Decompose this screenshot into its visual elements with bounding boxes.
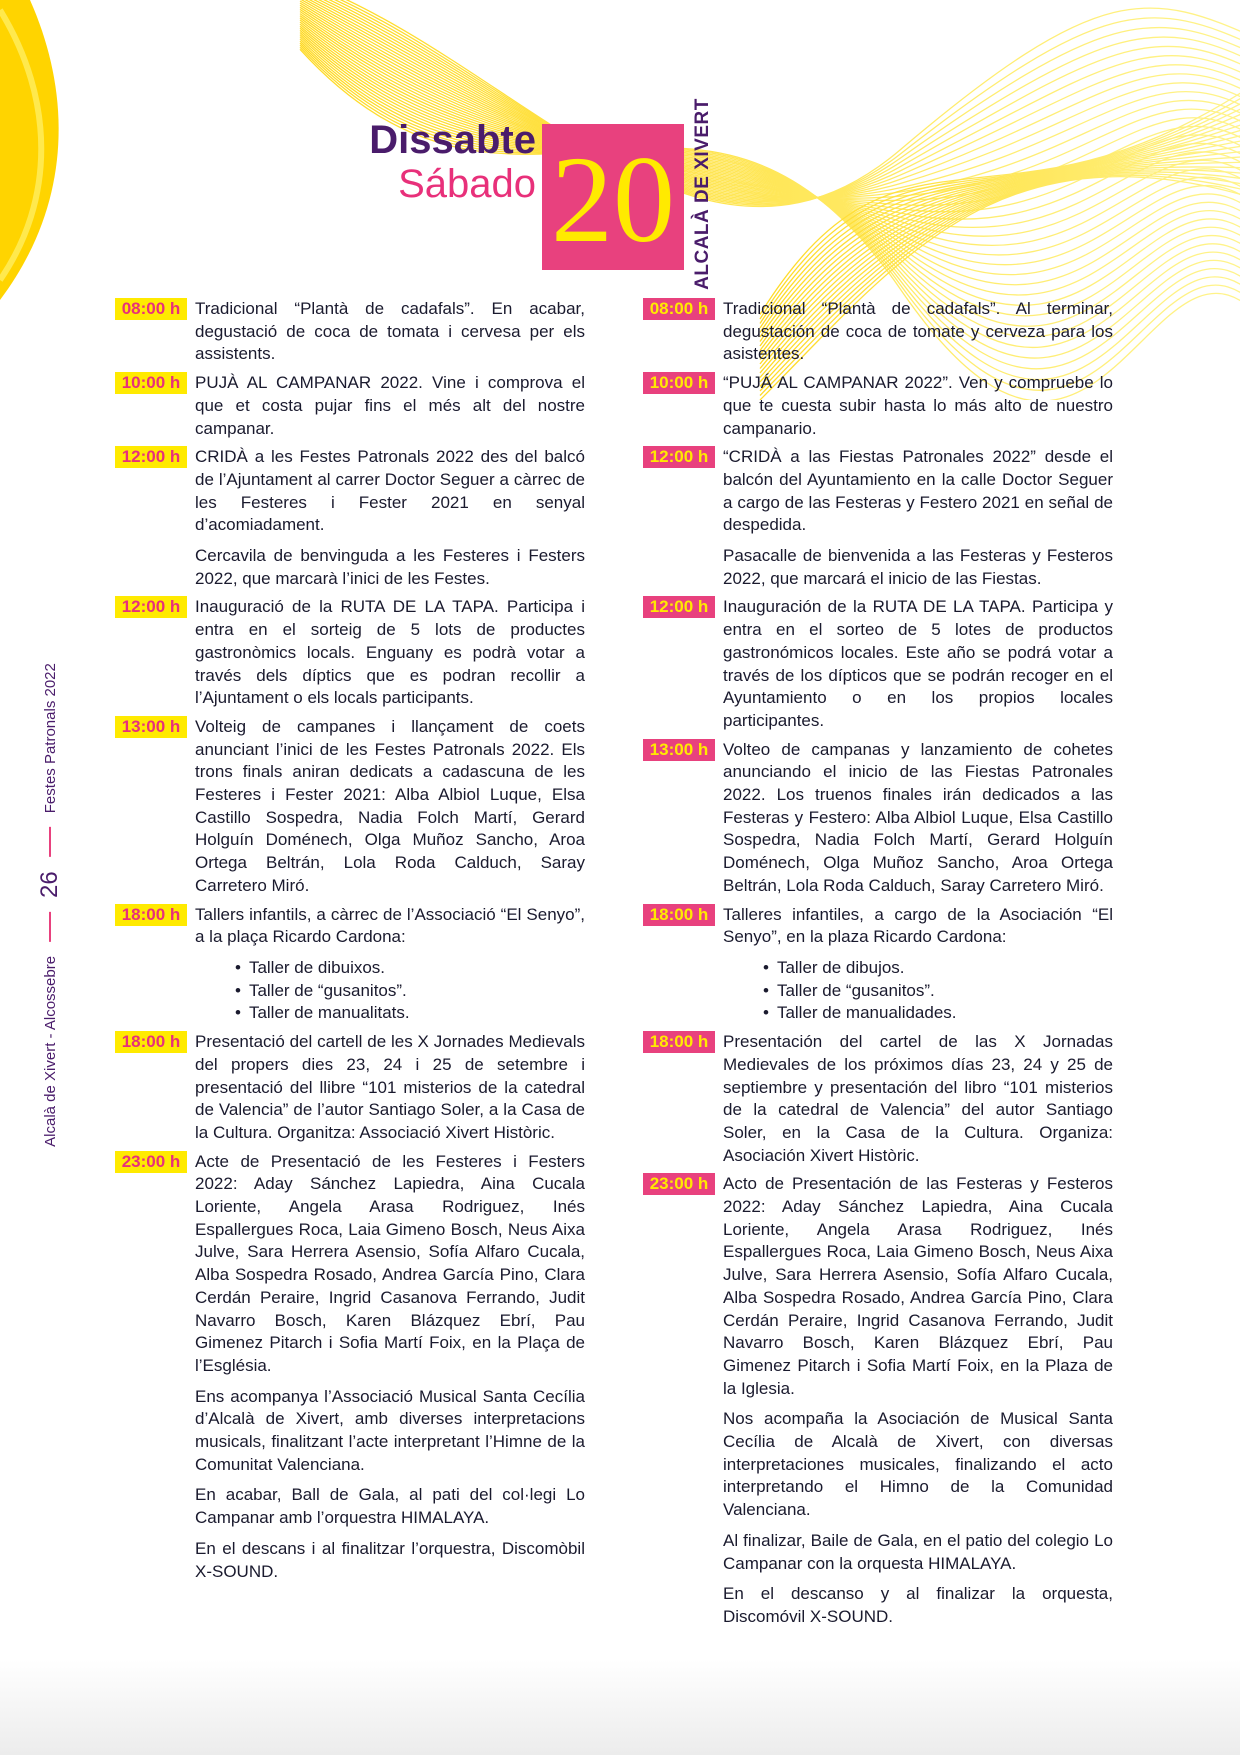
list-item: • Taller de manualitats. [235,1002,585,1025]
time-badge: 12:00 h [643,596,715,618]
town-name: ALCALÀ DE XIVERT [692,98,713,290]
sidebar-town: Alcalà de Xivert - Alcossebre [41,955,59,1147]
entry-paragraph: Nos acompaña la Asociación de Musical Santa Cecília de Alcalà de Xivert, con diversas interpretaciones musicales, finalizando el acto interpretando el Himno de la Comunidad Valenciana. [723,1409,1113,1520]
entry-paragraph: En el descanso y al finalizar la orquesta, Discomóvil X-SOUND. [723,1584,1113,1626]
entry-description [723,596,1113,732]
entry-paragraph: PUJÀ AL CAMPANAR 2022. Vine i comprova el que et costa pujar fins el més alt del nostre campanar. [195,373,585,438]
list-item: • Taller de “gusanitos”. [763,980,1113,1003]
schedule-entry [115,446,585,590]
day-name-spanish: Sábado [398,162,536,206]
entry-description [723,298,1113,366]
entry-description [195,904,585,1026]
schedule-entry [115,1031,585,1145]
entry-description [195,596,585,710]
date-badge [542,124,684,270]
entry-description [723,372,1113,440]
schedule-entry [643,298,1113,366]
list-item: • Taller de manualidades. [763,1002,1113,1025]
schedule-entry [115,372,585,440]
entry-paragraph: Pasacalle de bienvenida a las Festeras y Festeros 2022, que marcará el inicio de las Fiestas. [723,546,1113,588]
entry-description [723,739,1113,898]
schedule-entry [643,1031,1113,1167]
entry-description [195,446,585,590]
time-badge: 12:00 h [643,446,715,468]
entry-paragraph: En el descans i al finalitzar l’orquestra, Discomòbil X-SOUND. [195,1538,585,1581]
entry-paragraph: CRIDÀ a les Festes Patronals 2022 des del balcó de l’Ajuntament al carrer Doctor Seguer a càrrec de les Festeres i Fester 2021 en senyal d’acomiadament. [195,447,585,535]
entry-paragraph: Tallers infantils, a càrrec de l’Associació “El Senyo”, a la plaça Ricardo Cardona: [195,904,585,947]
entry-paragraph: Volteig de campanes i llançament de coets anunciant l’inici de les Festes Patronals 2022. Els trons finals aniran dedicats a cadascuna de les Festeres i Fester 2021: Alba Albiol Luque, Elsa Castillo Sospedra, Nadia Folch Martí, Gerard Holguín Doménech, Olga Muñoz Sancho, Aroa Ortega Beltrán, Lola Roda Calduch, Saray Carretero Miró. [195,716,585,895]
day-heading [369,118,536,206]
sidebar-festival: Festes Patronals 2022 [41,663,59,814]
entry-description [723,1173,1113,1628]
entry-paragraph: Acto de Presentación de las Festeras y Festeros 2022: Aday Sánchez Lapiedra, Aina Cucala Loriente, Angela Arasa Rodriguez, Inés Espallergues Roca, Laia Gimeno Bosch, Neus Aixa Julve, Sara Herrera Asensio, Sofía Alfaro Cucala, Alba Sospedra Rosado, Andrea García Pino, Clara Cerdán Peraire, Ingrid Casanova Ferrando, Judit Navarro Bosch, Karen Blázquez Ebrí, Pau Gimenez Pitarch i Sofia Martí Foix, en la Plaza de la Iglesia. [723,1174,1113,1398]
entry-paragraph: Presentació del cartell de les X Jornades Medievals del propers dies 23, 24 i 25 de setembre i presentació del llibre “101 misterios de la catedral de Valencia” de l’autor Santiago Soler, a la Casa de la Cultura. Organitza: Associació Xivert Històric. [195,1032,585,1142]
entry-description [723,446,1113,590]
day-name-catalan: Dissabte [369,118,536,162]
entry-paragraph: Cercavila de benvinguda a les Festeres i Festers 2022, que marcarà l’inici de les Festes. [195,546,585,588]
schedule-entry [643,596,1113,732]
time-badge: 18:00 h [643,904,715,926]
entry-paragraph: Talleres infantiles, a cargo de la Asociación “El Senyo”, en la plaza Ricardo Cardona: [723,904,1113,947]
time-badge: 13:00 h [643,739,715,761]
time-badge: 23:00 h [115,1151,187,1173]
entry-description [195,372,585,440]
divider [49,827,51,857]
schedule-entry [643,372,1113,440]
entry-paragraph: Inauguración de la RUTA DE LA TAPA. Participa y entra en el sorteo de 5 lotes de productos gastronómicos locales. Este año se podrá votar a través de los dípticos que se podrán recoger en el Ayuntamiento o en los propios locales participantes. [723,597,1113,730]
page-number: 26 [36,871,63,898]
entry-description [195,298,585,366]
entry-paragraph: “CRIDÀ a las Fiestas Patronales 2022” desde el balcón del Ayuntamiento en la calle Doctor Seguer a cargo de las Festeras y Festero 2021 en señal de despedida. [723,447,1113,535]
entry-paragraph: “PUJÁ AL CAMPANAR 2022”. Ven y compruebe lo que te cuesta subir hasta lo más alto de nuestro campanario. [723,373,1113,438]
list-item: • Taller de “gusanitos”. [235,980,585,1003]
schedule-entry [643,446,1113,590]
time-badge: 08:00 h [643,298,715,320]
entry-paragraph: En acabar, Ball de Gala, al pati del col·legi Lo Campanar amb l’orquestra HIMALAYA. [195,1485,585,1528]
entry-paragraph: Inauguració de la RUTA DE LA TAPA. Participa i entra en el sorteig de 5 lots de productes gastronòmics locals. Enguany es podrà votar a través dels díptics que es podran recollir a l’Ajuntament o els locals participants. [195,597,585,708]
time-badge: 08:00 h [115,298,187,320]
time-badge: 23:00 h [643,1173,715,1195]
entry-paragraph: Acte de Presentació de les Festeres i Festers 2022: Aday Sánchez Lapiedra, Aina Cucala Loriente, Angela Arasa Rodriguez, Inés Espallergues Roca, Laia Gimeno Bosch, Neus Aixa Julve, Sara Herrera Asensio, Sofía Alfaro Cucala, Alba Sospedra Rosado, Andrea García Pino, Clara Cerdán Peraire, Ingrid Casanova Ferrando, Judit Navarro Bosch, Karen Blázquez Ebrí, Pau Gimenez Pitarch i Sofia Martí Foix, en la Plaça de l’Església. [195,1151,585,1375]
schedule-entry [643,1173,1113,1628]
entry-description [195,1151,585,1584]
entry-paragraph: Al finalizar, Baile de Gala, en el patio del colegio Lo Campanar con la orquesta HIMALAYA. [723,1530,1113,1573]
time-badge: 18:00 h [643,1031,715,1053]
time-badge: 13:00 h [115,716,187,738]
page-sidebar [30,663,70,1147]
workshop-list [195,957,585,1025]
entry-paragraph: Tradicional “Plantà de cadafals”. Al terminar, degustación de coca de tomate y cerveza para los asistentes. [723,299,1113,364]
entry-description [723,904,1113,1026]
time-badge: 10:00 h [643,372,715,394]
time-badge: 12:00 h [115,596,187,618]
time-badge: 10:00 h [115,372,187,394]
date-number: 20 [551,131,675,268]
time-badge: 18:00 h [115,1031,187,1053]
page-bottom-shadow [0,1660,1240,1755]
list-item: • Taller de dibuixos. [235,957,585,980]
entry-paragraph: Volteo de campanas y lanzamiento de cohetes anunciando el inicio de las Fiestas Patronales 2022. Los truenos finales irán dedicados a las Festeras y Festero: Alba Albiol Luque, Elsa Castillo Sospedra, Nadia Folch Martí, Gerard Holguín Doménech, Olga Muñoz Sancho, Aroa Ortega Beltrán, Lola Roda Calduch, Saray Carretero Miró. [723,739,1113,895]
schedule-entry [115,904,585,1026]
workshop-list [723,957,1113,1025]
entry-description [195,1031,585,1145]
schedule-entry [115,716,585,898]
time-badge: 12:00 h [115,446,187,468]
entry-paragraph: Tradicional “Plantà de cadafals”. En acabar, degustació de coca de tomata i cervesa per els assistents. [195,299,585,364]
schedule-entry [115,596,585,710]
town-vertical-label [688,98,718,290]
schedule-entry [115,298,585,366]
entry-paragraph: Ens acompanya l’Associació Musical Santa Cecília d’Alcalà de Xivert, amb diverses interpretacions musicals, finalitzant l’acte interpretant l’Himne de la Comunitat Valenciana. [195,1386,585,1474]
program-column-catalan [115,298,585,1589]
entry-description [723,1031,1113,1167]
program-column-spanish [643,298,1113,1635]
time-badge: 18:00 h [115,904,187,926]
schedule-entry [643,904,1113,1026]
schedule-entry [643,739,1113,898]
divider [49,912,51,942]
entry-paragraph: Presentación del cartel de las X Jornadas Medievales de los próximos días 23, 24 y 25 de septiembre y presentación del libro “101 misterios de la catedral de Valencia” del autor Santiago Soler, en la Casa de la Cultura. Organiza: Asociación Xivert Històric. [723,1032,1113,1165]
entry-description [195,716,585,898]
list-item: • Taller de dibujos. [763,957,1113,980]
schedule-entry [115,1151,585,1584]
